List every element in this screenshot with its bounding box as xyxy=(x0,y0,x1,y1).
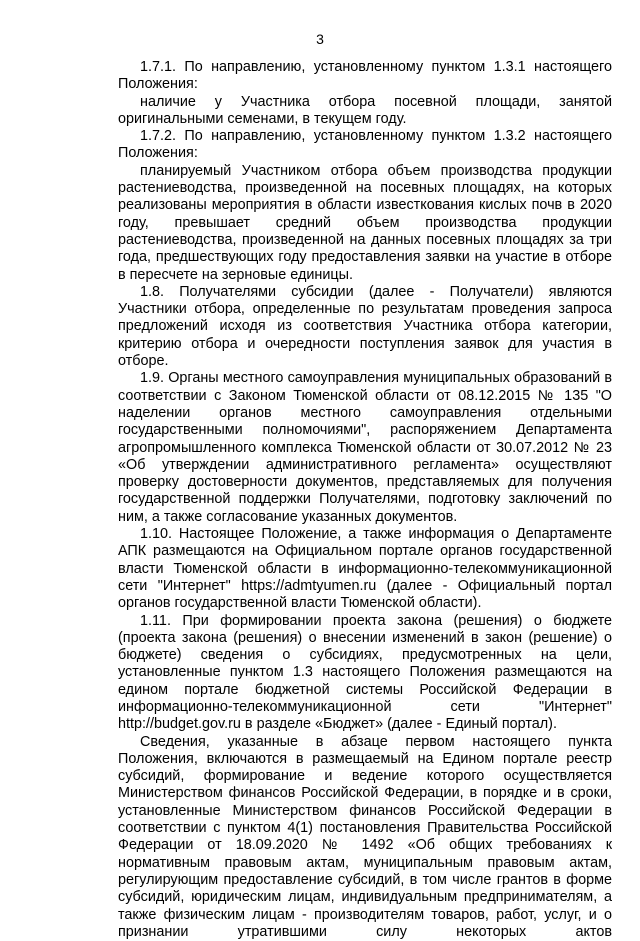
paragraph-1-7-2-text: планируемый Участником отбора объем производства продукции растениеводства, произведенной на посевных площадях, на которых реализованы мероприятия в области известкования кислых почв в 2020 году, превышает средний объем производства продукции растениеводства, произведенной на данных посевных площадях за три года, предшествующих году предоставления заявки на участие в отборе в пересчете на зерновые единицы. xyxy=(118,162,612,283)
paragraph-1-11-info: Сведения, указанные в абзаце первом настоящего пункта Положения, включаются в размещаемый на Едином портале реестр субсидий, формирование и ведение которого осуществляется Министерством финансов Российской Федерации, в порядке и в сроки, установленные Министерством финансов Российской Федерации в соответствии с пунктом 4(1) постановления Правительства Российской Федерации от 18.09.2020 № 1492 «Об общих требованиях к нормативным правовым актам, муниципальным правовым актам, регулирующим предоставление субсидий, в том числе грантов в форме субсидий, юридическим лицам, индивидуальным предпринимателям, а также физическим лицам - производителям товаров, работ, услуг, и о признании утратившими силу некоторых актов xyxy=(118,733,612,940)
paragraph-1-8: 1.8. Получателями субсидии (далее - Получатели) являются Участники отбора, определенные по результатам проведения запроса предложений исходя из соответствия Участника отбора категории, критерию отбора и очередности поступления заявок для участия в отборе. xyxy=(118,283,612,370)
paragraph-1-11: 1.11. При формировании проекта закона (решения) о бюджете (проекта закона (решения) о внесении изменений в закон (решение) о бюджете) сведения о субсидиях, предусмотренных на цели, установленные пунктом 1.3 настоящего Положения размещаются на едином портале бюджетной системы Российской Федерации в информационно-телекоммуникационной сети "Интернет" http://budget.gov.ru в разделе «Бюджет» (далее - Единый портал). xyxy=(118,612,612,733)
document-body xyxy=(118,59,612,941)
paragraph-1-7-1-text: наличие у Участника отбора посевной площади, занятой оригинальными семенами, в текущем году. xyxy=(118,93,612,127)
page-number: 3 xyxy=(316,31,324,47)
paragraph-1-10: 1.10. Настоящее Положение, а также информация о Департаменте АПК размещаются на Официальном портале органов государственной власти Тюменской области в информационно-телекоммуникационной сети "Интернет" https://admtyumen.ru (далее - Официальный портал органов государственной власти Тюменской области). xyxy=(118,526,612,612)
paragraph-1-9: 1.9. Органы местного самоуправления муниципальных образований в соответствии с Законом Тюменской области от 08.12.2015 № 135 "О наделении органов местного самоуправления отдельными государственными полномочиями", распоряжением Департамента агропромышленного комплекса Тюменской области от 30.07.2012 № 23 «Об утверждении административного регламента» осуществляют проверку достоверности документов, представляемых для получения государственной поддержки Получателями, подготовку заключений по ним, а также согласование указанных документов. xyxy=(118,370,612,525)
paragraph-1-7-1: 1.7.1. По направлению, установленному пунктом 1.3.1 настоящего Положения: xyxy=(118,59,612,93)
paragraph-1-7-2: 1.7.2. По направлению, установленному пунктом 1.3.2 настоящего Положения: xyxy=(118,128,612,162)
